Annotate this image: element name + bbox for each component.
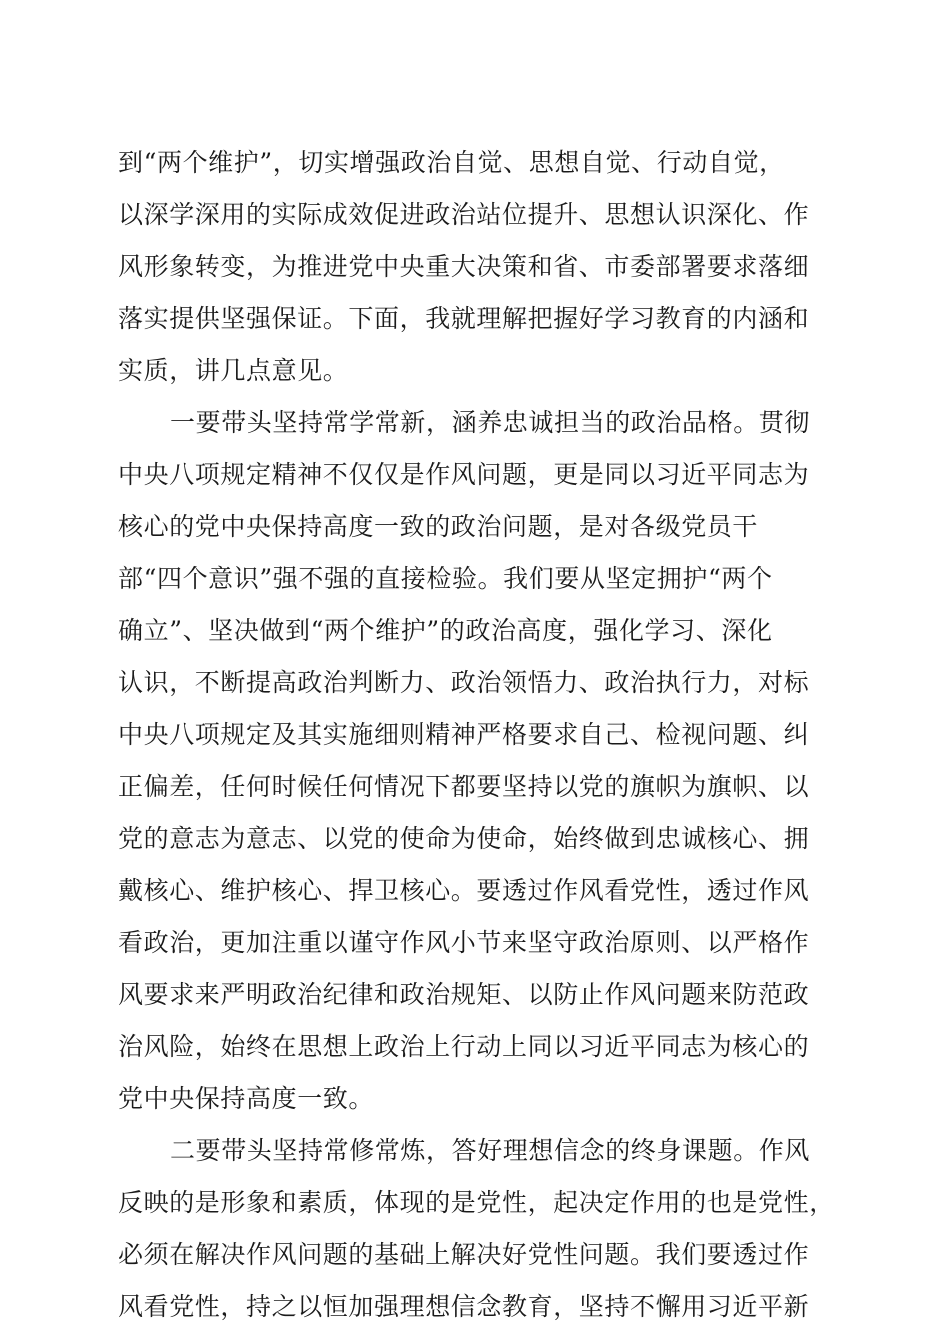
text-line: 风要求来严明政治纪律和政治规矩、以防止作风问题来防范政	[118, 980, 810, 1009]
text-line: 治风险，始终在思想上政治上行动上同以习近平同志为核心的	[118, 1032, 810, 1061]
text-line: 中央八项规定及其实施细则精神严格要求自己、检视问题、纠	[118, 720, 810, 749]
text-line: 核心的党中央保持高度一致的政治问题，是对各级党员干	[118, 512, 759, 541]
text-line: 正偏差，任何时候任何情况下都要坚持以党的旗帜为旗帜、以	[118, 772, 810, 801]
text-line: 认识，不断提高政治判断力、政治领悟力、政治执行力，对标	[118, 668, 810, 697]
text-line: 看政治，更加注重以谨守作风小节来坚守政治原则、以严格作	[118, 928, 810, 957]
text-line: 戴核心、维护核心、捍卫核心。要透过作风看党性，透过作风	[118, 876, 810, 905]
text-line: 中央八项规定精神不仅仅是作风问题，更是同以习近平同志为	[118, 460, 810, 489]
text-line: 确立”、坚决做到“两个维护”的政治高度，强化学习、深化	[118, 616, 773, 645]
text-line: 落实提供坚强保证。下面，我就理解把握好学习教育的内涵和	[118, 304, 810, 333]
text-line: 必须在解决作风问题的基础上解决好党性问题。我们要透过作	[118, 1240, 810, 1269]
text-line: 风看党性，持之以恒加强理想信念教育，坚持不懈用习近平新	[118, 1292, 810, 1321]
text-line: 风形象转变，为推进党中央重大决策和省、市委部署要求落细	[118, 252, 810, 281]
text-line: 到“两个维护”，切实增强政治自觉、思想自觉、行动自觉，	[118, 148, 785, 177]
text-line: 党的意志为意志、以党的使命为使命，始终做到忠诚核心、拥	[118, 824, 810, 853]
paragraph-first-line: 二要带头坚持常修常炼，答好理想信念的终身课题。作风	[170, 1136, 811, 1165]
paragraph-first-line: 一要带头坚持常学常新，涵养忠诚担当的政治品格。贯彻	[170, 408, 811, 437]
text-line: 以深学深用的实际成效促进政治站位提升、思想认识深化、作	[118, 200, 810, 229]
text-line: 反映的是形象和素质，体现的是党性，起决定作用的也是党性，	[118, 1188, 835, 1217]
text-line: 部“四个意识”强不强的直接检验。我们要从坚定拥护“两个	[118, 564, 773, 593]
text-line: 党中央保持高度一致。	[118, 1084, 375, 1113]
text-line: 实质，讲几点意见。	[118, 356, 349, 385]
